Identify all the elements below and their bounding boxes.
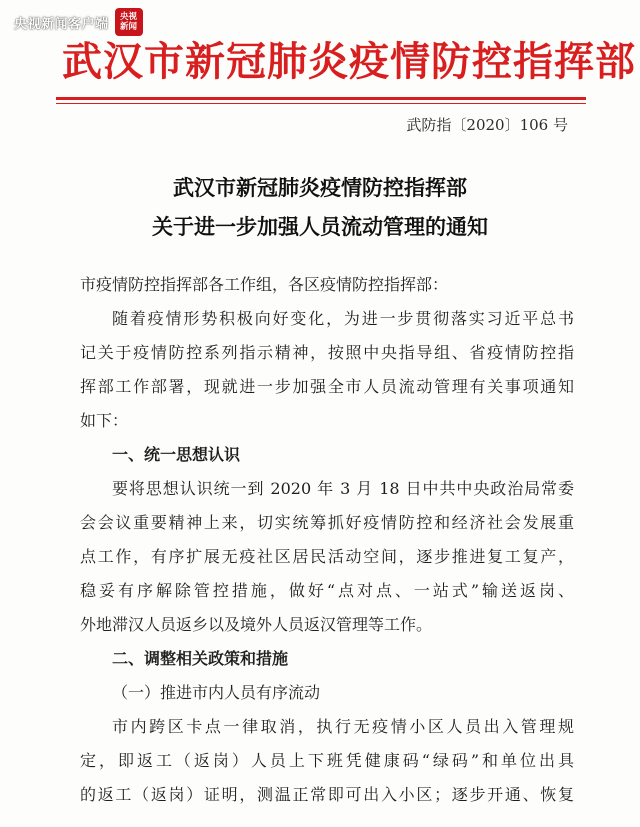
section-1-heading: 一、统一思想认识 [112,445,241,464]
addressee-line: 市疫情防控指挥部各工作组，各区疫情防控指挥部： [80,275,449,294]
red-masthead-title: 武汉市新冠肺炎疫情防控指挥部 [62,38,636,85]
section-1-line: 要将思想认识统一到 2020 年 3 月 18 日中共中央政治局常委 [112,479,574,498]
document-body [80,268,574,812]
section-2-line: 的返工（返岗）证明，测温正常即可出入小区；逐步开通、恢复 [80,785,574,804]
document-number: 武防指〔2020〕106 号 [406,116,568,134]
section-2-subheading: （一）推进市内人员有序流动 [112,683,321,702]
intro-line: 如下： [80,411,129,430]
masthead-rule-thin [56,103,586,104]
section-2-line: 市内跨区卡点一律取消，执行无疫情小区人员出入管理规 [112,717,574,736]
cctv-news-watermark [14,8,143,36]
intro-line: 挥部工作部署，现就进一步加强全市人员流动管理有关事项通知 [80,377,574,396]
document-title-line-2: 关于进一步加强人员流动管理的通知 [152,214,488,239]
section-2-line: 定，即返工（返岗）人员上下班凭健康码“绿码”和单位出具 [80,751,574,770]
logo-line-2: 新闻 [120,22,138,32]
section-1-line: 点工作，有序扩展无疫社区居民活动空间，逐步推进复工复产， [80,547,574,566]
cctv-news-logo-icon [115,8,143,36]
masthead-rule-thick [56,97,586,100]
section-1-line: 外地滞汉人员返乡以及境外人员返汉管理等工作。 [80,615,433,634]
section-1-line: 稳妥有序解除管控措施，做好“点对点、一站式”输送返岗、 [80,581,574,600]
intro-line: 随着疫情形势积极向好变化，为进一步贯彻落实习近平总书 [112,309,574,328]
section-1-line: 会会议重要精神上来，切实统筹抓好疫情防控和经济社会发展重 [80,513,574,532]
document-title-line-1: 武汉市新冠肺炎疫情防控指挥部 [173,175,467,200]
logo-line-1: 央视 [120,12,138,22]
watermark-text: 央视新闻客户端 [14,16,109,32]
intro-line: 记关于疫情防控系列指示精神，按照中央指导组、省疫情防控指 [80,343,574,362]
section-2-heading: 二、调整相关政策和措施 [112,649,289,668]
